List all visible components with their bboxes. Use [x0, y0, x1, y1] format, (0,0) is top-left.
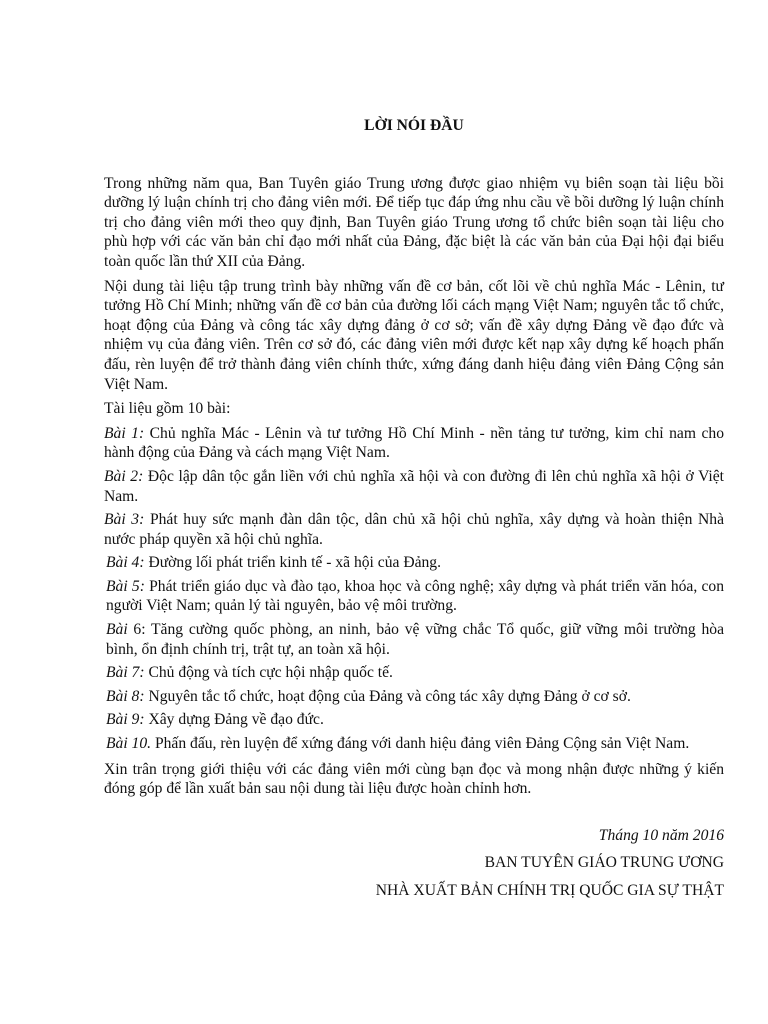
lesson-text: Nguyên tắc tổ chức, hoạt động của Đảng và công tác xây dựng Đảng ở cơ sở. — [144, 687, 631, 705]
lesson-text: Phấn đấu, rèn luyện để xứng đáng với danh hiệu đảng viên Đảng Cộng sản Việt Nam. — [151, 735, 690, 753]
signature-publisher: NHÀ XUẤT BẢN CHÍNH TRỊ QUỐC GIA SỰ THẬT — [375, 882, 724, 899]
lesson-item — [104, 424, 724, 463]
signature-block — [104, 826, 724, 901]
lesson-label: Bài 5: — [106, 577, 145, 595]
lesson-label: Bài 7: — [106, 664, 145, 682]
lesson-text: Xây dựng Đảng về đạo đức. — [144, 711, 324, 729]
page-title: LỜI NÓI ĐẦU — [364, 117, 464, 134]
document-page — [104, 116, 724, 909]
lesson-text: Phát huy sức mạnh đàn dân tộc, dân chủ xã hội chủ nghĩa, xây dựng và hoàn thiện Nhà nước pháp quyền xã hội chủ nghĩa. — [104, 511, 725, 548]
lesson-item — [104, 663, 724, 683]
intro-paragraph-1: Trong những năm qua, Ban Tuyên giáo Trung ương được giao nhiệm vụ biên soạn tài liệu bồi dưỡng lý luận chính trị cho đảng viên mới. Để tiếp tục đáp ứng nhu cầu về bồi dưỡng lý luận chính trị cho đảng viên mới theo quy định, Ban Tuyên giáo Trung ương tổ chức biên soạn tài liệu cho phù hợp với các văn bản chỉ đạo mới nhất của Đảng, đặc biệt là các văn bản của Đại hội đại biểu toàn quốc lần thứ XII của Đảng. — [104, 174, 724, 270]
lesson-item — [104, 467, 724, 506]
lesson-label: Bài 2: — [104, 467, 144, 485]
lesson-text: Độc lập dân tộc gắn liền với chủ nghĩa xã hội và con đường đi lên chủ nghĩa xã hội ở Việt Nam. — [104, 467, 724, 505]
lesson-text: Đường lối phát triển kinh tế - xã hội của Đảng. — [144, 554, 441, 572]
lesson-item — [104, 553, 724, 573]
lesson-text: Chủ nghĩa Mác - Lênin và tư tưởng Hồ Chí Minh - nền tảng tư tưởng, kim chỉ nam cho hành động của Đảng và cách mạng Việt Nam. — [104, 424, 724, 462]
lesson-text: Phát triển giáo dục và đào tạo, khoa học và công nghệ; xây dựng và phát triển văn hóa, con người Việt Nam; quản lý tài nguyên, bảo vệ môi trường. — [106, 577, 724, 615]
lesson-item — [104, 687, 724, 707]
lesson-label: Bài 8: — [106, 687, 145, 705]
lesson-text: Chủ động và tích cực hội nhập quốc tế. — [144, 664, 393, 682]
signature-date: Tháng 10 năm 2016 — [598, 826, 724, 844]
lesson-label: Bài 10. — [106, 735, 152, 753]
lesson-label: Bài 1: — [104, 424, 145, 442]
lesson-label: Bài 9: — [106, 711, 145, 729]
lesson-item — [104, 734, 724, 754]
signature-organization: BAN TUYÊN GIÁO TRUNG ƯƠNG — [484, 854, 724, 872]
lesson-text: 6: Tăng cường quốc phòng, an ninh, bảo vệ vững chắc Tổ quốc, giữ vững môi trường hòa bình, ổn định chính trị, trật tự, an toàn xã hội. — [106, 621, 724, 658]
lesson-list — [104, 424, 724, 754]
intro-paragraph-2: Nội dung tài liệu tập trung trình bày những vấn đề cơ bản, cốt lõi về chủ nghĩa Mác - Lênin, tư tưởng Hồ Chí Minh; những vấn đề cơ bản của đường lối cách mạng Việt Nam; nguyên tắc tổ chức, hoạt động của Đảng và công tác xây dựng đảng ở cơ sở; vấn đề xây dựng Đảng về đạo đức và nhiệm vụ của đảng viên. Trên cơ sở đó, các đảng viên mới được kết nạp xây dựng kế hoạch phấn đấu, rèn luyện để trở thành đảng viên chính thức, xứng đáng danh hiệu đảng viên Đảng Cộng sản Việt Nam. — [104, 277, 724, 393]
lesson-item — [104, 710, 724, 730]
lesson-item — [104, 577, 724, 616]
lesson-label: Bài 4: — [106, 554, 145, 572]
lesson-label: Bài 3: — [104, 511, 145, 529]
lesson-label: Bài — [106, 621, 128, 639]
closing-paragraph: Xin trân trọng giới thiệu với các đảng viên mới cùng bạn đọc và mong nhận được những ý kiến đóng góp để lần xuất bản sau nội dung tài liệu được hoàn chỉnh hơn. — [104, 760, 724, 798]
lesson-item — [104, 620, 724, 659]
lesson-item — [104, 510, 724, 549]
lesson-count-line: Tài liệu gồm 10 bài: — [104, 400, 231, 418]
